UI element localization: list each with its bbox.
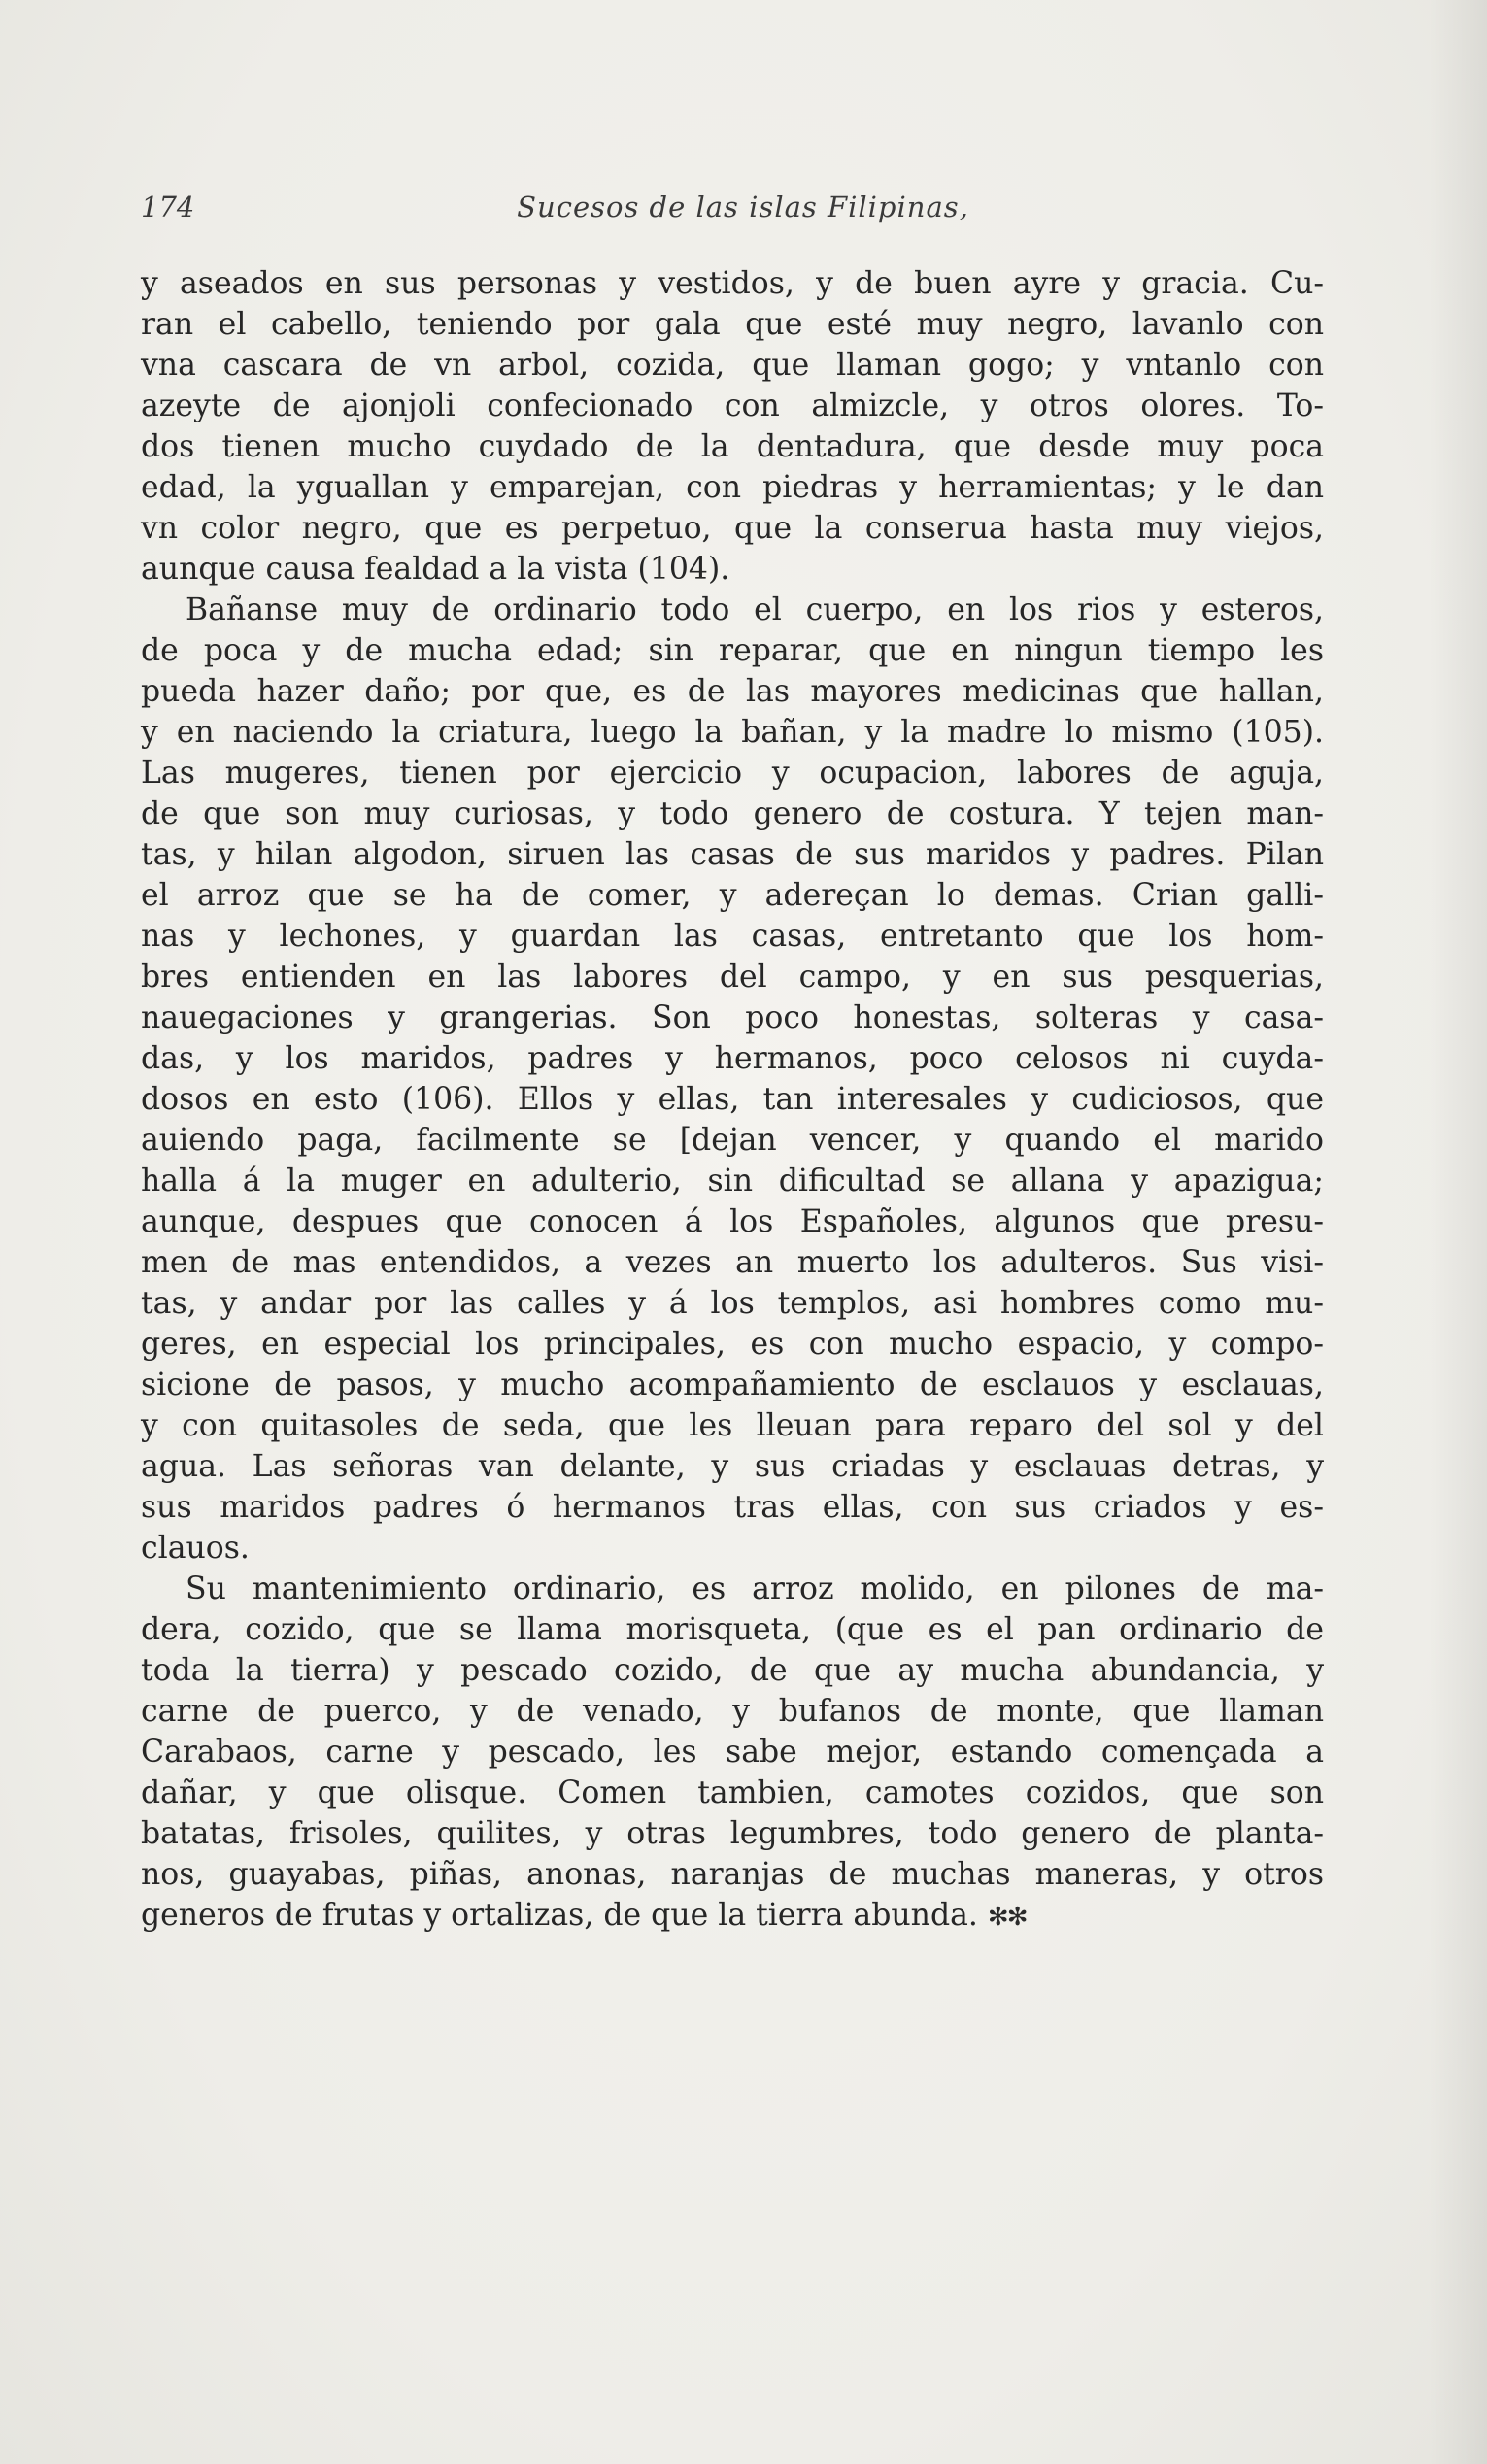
- text-line: dera, cozido, que se llama morisqueta, (que es el pan ordinario de: [141, 1612, 1324, 1647]
- text-line: dañar, y que olisque. Comen tambien, camotes cozidos, que son: [141, 1775, 1324, 1810]
- text-line: de que son muy curiosas, y todo genero de costura. Y tejen man-: [141, 796, 1324, 831]
- text-line: bres entienden en las labores del campo, y en sus pesquerias,: [141, 960, 1324, 995]
- text-line: Las mugeres, tienen por ejercicio y ocupacion, labores de aguja,: [141, 756, 1324, 791]
- text-line: Bañanse muy de ordinario todo el cuerpo, en los rios y esteros,: [186, 592, 1324, 627]
- text-line: men de mas entendidos, a vezes an muerto los adulteros. Sus visi-: [141, 1245, 1324, 1280]
- paragraph: [141, 590, 1324, 1569]
- text-line: clauos.: [141, 1531, 250, 1566]
- text-line: das, y los maridos, padres y hermanos, poco celosos ni cuyda-: [141, 1041, 1324, 1076]
- page-number: 174: [141, 190, 195, 223]
- text-line: vna cascara de vn arbol, cozida, que llaman gogo; y vntanlo con: [141, 348, 1324, 383]
- text-line: halla á la muger en adulterio, sin dificultad se allana y apazigua;: [141, 1164, 1324, 1198]
- text-line: geres, en especial los principales, es con mucho espacio, y compo-: [141, 1327, 1324, 1362]
- text-line: auiendo paga, facilmente se [dejan vencer, y quando el marido: [141, 1123, 1324, 1158]
- page-edge-shadow: [1429, 0, 1487, 2464]
- running-head: Sucesos de las islas Filipinas,: [517, 190, 969, 223]
- text-line: edad, la yguallan y emparejan, con piedras y herramientas; y le dan: [141, 470, 1324, 505]
- text-line: el arroz que se ha de comer, y adereçan lo demas. Crian galli-: [141, 878, 1324, 913]
- paragraph: [141, 263, 1324, 590]
- body-text: [141, 263, 1324, 1938]
- text-line: pueda hazer daño; por que, es de las mayores medicinas que hallan,: [141, 674, 1324, 709]
- text-line: y en naciendo la criatura, luego la bañan, y la madre lo mismo (105).: [141, 715, 1324, 750]
- text-line: de poca y de mucha edad; sin reparar, que en ningun tiempo les: [141, 633, 1324, 668]
- text-line: agua. Las señoras van delante, y sus criadas y esclauas detras, y: [141, 1449, 1324, 1484]
- text-line: nauegaciones y grangerias. Son poco honestas, solteras y casa-: [141, 1000, 1324, 1035]
- text-line: sicione de pasos, y mucho acompañamiento de esclauos y esclauas,: [141, 1367, 1324, 1402]
- text-line: batatas, frisoles, quilites, y otras legumbres, todo genero de planta-: [141, 1816, 1324, 1851]
- text-line: generos de frutas y ortalizas, de que la tierra abunda. ✻✻: [141, 1898, 1027, 1933]
- text-line: aunque, despues que conocen á los Españoles, algunos que presu-: [141, 1204, 1324, 1239]
- text-line: dos tienen mucho cuydado de la dentadura, que desde muy poca: [141, 429, 1324, 464]
- text-line: Carabaos, carne y pescado, les sabe mejor, estando començada a: [141, 1735, 1324, 1770]
- text-line: carne de puerco, y de venado, y bufanos de monte, que llaman: [141, 1694, 1324, 1729]
- text-line: nos, guayabas, piñas, anonas, naranjas de muchas maneras, y otros: [141, 1857, 1324, 1892]
- text-line: tas, y hilan algodon, siruen las casas de sus maridos y padres. Pilan: [141, 837, 1324, 872]
- text-line: toda la tierra) y pescado cozido, de que ay mucha abundancia, y: [141, 1653, 1324, 1688]
- paragraph: [141, 1569, 1324, 1938]
- text-line: nas y lechones, y guardan las casas, entretanto que los hom-: [141, 919, 1324, 954]
- text-line: y aseados en sus personas y vestidos, y de buen ayre y gracia. Cu-: [141, 266, 1324, 301]
- text-line: tas, y andar por las calles y á los templos, asi hombres como mu-: [141, 1286, 1324, 1321]
- text-line: dosos en esto (106). Ellos y ellas, tan interesales y cudiciosos, que: [141, 1082, 1324, 1117]
- text-line: Su mantenimiento ordinario, es arroz molido, en pilones de ma-: [186, 1571, 1324, 1606]
- text-line: sus maridos padres ó hermanos tras ellas, con sus criados y es-: [141, 1490, 1324, 1525]
- text-line: azeyte de ajonjoli confecionado con almizcle, y otros olores. To-: [141, 388, 1324, 423]
- text-line: vn color negro, que es perpetuo, que la conserua hasta muy viejos,: [141, 511, 1324, 546]
- end-ornament-icon: ✻✻: [987, 1903, 1027, 1932]
- text-line: ran el cabello, teniendo por gala que esté muy negro, lavanlo con: [141, 307, 1324, 342]
- text-line: y con quitasoles de seda, que les lleuan para reparo del sol y del: [141, 1408, 1324, 1443]
- text-line: aunque causa fealdad a la vista (104).: [141, 552, 730, 587]
- page-header: [141, 190, 1345, 237]
